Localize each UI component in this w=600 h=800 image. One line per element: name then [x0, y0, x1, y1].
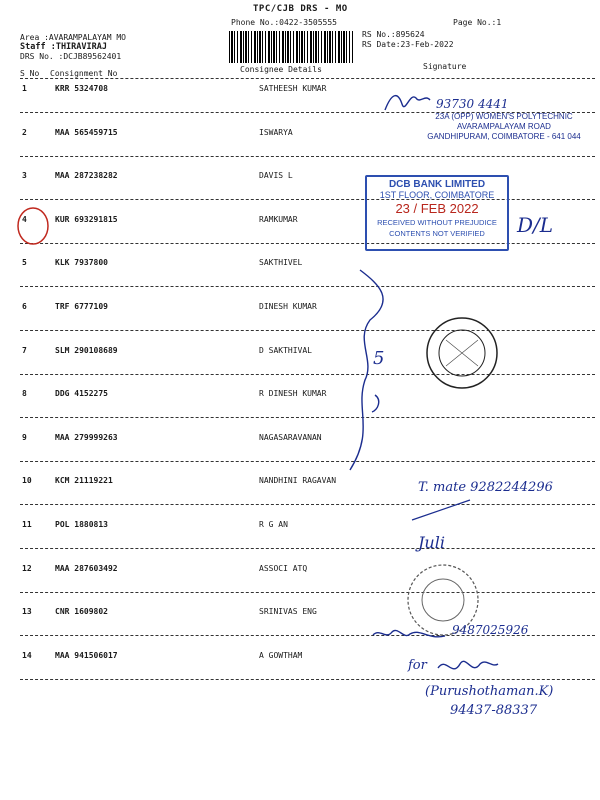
handwriting-row-1: 93730 4441	[436, 97, 509, 111]
handwriting-row-14-phone: 94437-88337	[450, 703, 538, 718]
document-title: TPC/CJB DRS - MO	[253, 4, 348, 14]
signature-row-14	[438, 661, 498, 669]
handwriting-row-4: D/L	[517, 213, 554, 237]
address-stamp-line-3: GANDHIPURAM, COIMBATORE - 641 044	[427, 132, 581, 141]
row-consignee-name: SAKTHIVEL	[259, 258, 303, 267]
red-circle-mark	[18, 208, 48, 244]
dcb-stamp-note-2: CONTENTS NOT VERIFIED	[389, 229, 485, 238]
handwriting-row-7: 5	[373, 348, 385, 369]
page-number: Page No.:1	[453, 18, 502, 27]
row-consignee-name: D SAKTHIVAL	[259, 346, 312, 355]
row-serial-number: 7	[22, 346, 27, 355]
row-serial-number: 13	[22, 607, 32, 616]
address-stamp-line-2: AVARAMPALAYAM ROAD	[457, 122, 551, 131]
col-signature: Signature	[423, 62, 467, 71]
row-serial-number: 12	[22, 564, 32, 573]
row-consignment-number: KUR 693291815	[55, 215, 118, 224]
row-consignee-name: SRINIVAS ENG	[259, 607, 317, 616]
row-serial-number: 14	[22, 651, 32, 660]
bracket-scribble	[350, 270, 383, 470]
scribble-row-8	[372, 395, 379, 412]
row-serial-number: 6	[22, 302, 27, 311]
row-consignee-name: NAGASARAVANAN	[259, 433, 322, 442]
row-consignment-number: CNR 1609802	[55, 607, 108, 616]
dcb-bank-stamp	[365, 175, 509, 251]
col-sno: S No	[20, 69, 40, 78]
address-stamp	[410, 112, 598, 142]
line-row-10	[412, 500, 470, 520]
row-consignee-name: ASSOCI ATQ	[259, 564, 308, 573]
row-serial-number: 5	[22, 258, 27, 267]
row-serial-number: 1	[22, 84, 27, 93]
row-consignee-name: NANDHINI RAGAVAN	[259, 476, 337, 485]
row-consignee-name: A GOWTHAM	[259, 651, 303, 660]
row-consignee-name: R DINESH KUMAR	[259, 389, 327, 398]
row-consignment-number: KCM 21119221	[55, 476, 113, 485]
insurance-round-seal	[427, 318, 497, 388]
rs-number: RS No.:895624	[362, 30, 425, 39]
row-serial-number: 11	[22, 520, 32, 529]
dcb-stamp-branch: 1ST FLOOR, COIMBATORE	[379, 190, 495, 200]
phone-number: Phone No.:0422-3505555	[231, 18, 337, 27]
row-consignee-name: DAVIS L	[259, 171, 293, 180]
dcb-stamp-date: 23 / FEB 2022	[395, 201, 479, 216]
row-serial-number: 10	[22, 476, 32, 485]
row-serial-number: 2	[22, 128, 27, 137]
row-consignment-number: MAA 287238282	[55, 171, 118, 180]
row-consignee-name: SATHEESH KUMAR	[259, 84, 327, 93]
handwriting-row-10: T. mate 9282244296	[418, 480, 553, 495]
row-serial-number: 8	[22, 389, 27, 398]
col-consignee: Consignee Details	[240, 65, 322, 74]
row-consignment-number: DDG 4152275	[55, 389, 108, 398]
handwriting-row-14-for: for	[408, 658, 427, 673]
row-consignee-name: RAMKUMAR	[259, 215, 298, 224]
row-serial-number: 4	[22, 215, 27, 224]
signature-row-1	[385, 96, 430, 110]
row-consignment-number: MAA 941506017	[55, 651, 118, 660]
row-consignment-number: MAA 279999263	[55, 433, 118, 442]
handwriting-row-14-name: (Purushothaman.K)	[425, 684, 554, 699]
handwriting-row-13: 9487025926	[452, 623, 529, 637]
row-consignment-number: SLM 290108689	[55, 346, 118, 355]
dcb-stamp-note-1: RECEIVED WITHOUT PREJUDICE	[377, 218, 497, 227]
row-consignee-name: R G AN	[259, 520, 288, 529]
signature-row-13	[373, 630, 445, 636]
col-consignment: Consignment No	[50, 69, 118, 78]
address-stamp-line-1: 23A (OPP) WOMEN'S POLYTECHNIC	[435, 112, 573, 121]
area-label: Area :AVARAMPALAYAM MO	[20, 33, 126, 42]
row-serial-number: 9	[22, 433, 27, 442]
row-consignment-number: POL 1880813	[55, 520, 108, 529]
rs-date: RS Date:23-Feb-2022	[362, 40, 454, 49]
row-serial-number: 3	[22, 171, 27, 180]
row-consignment-number: KLK 7937800	[55, 258, 108, 267]
row-consignee-name: DINESH KUMAR	[259, 302, 317, 311]
row-consignment-number: KRR 5324708	[55, 84, 108, 93]
staff-label: Staff :THIRAVIRAJ	[20, 42, 107, 52]
row-consignment-number: MAA 287603492	[55, 564, 118, 573]
row-consignment-number: TRF 6777109	[55, 302, 108, 311]
dcb-stamp-name: DCB BANK LIMITED	[388, 179, 486, 190]
row-consignment-number: MAA 565459715	[55, 128, 118, 137]
row-consignee-name: ISWARYA	[259, 128, 293, 137]
handwriting-row-11: Juli	[418, 533, 445, 552]
drs-number: DRS No. :DCJB89562401	[20, 52, 122, 61]
